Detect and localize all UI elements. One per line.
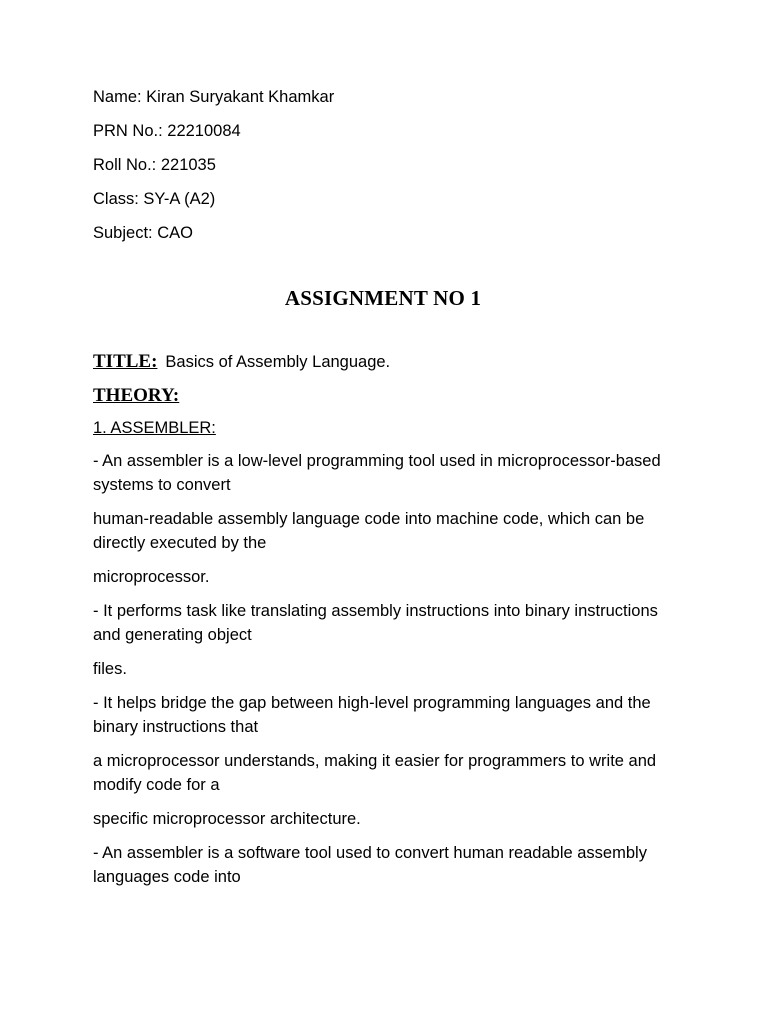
student-roll: Roll No.: 221035 xyxy=(93,156,216,174)
paragraph: files. xyxy=(93,660,127,678)
document-content xyxy=(93,86,678,889)
paragraph: microprocessor. xyxy=(93,568,210,586)
paragraph: a microprocessor understands, making it easier for programmers to write and modify code for a xyxy=(93,752,657,794)
student-class: Class: SY-A (A2) xyxy=(93,190,216,208)
theory-label: THEORY: xyxy=(93,385,180,406)
student-prn: PRN No.: 22210084 xyxy=(93,122,241,140)
paragraph: - An assembler is a software tool used to convert human readable assembly languages code into xyxy=(93,844,647,886)
title-text: Basics of Assembly Language. xyxy=(165,353,391,371)
student-name: Name: Kiran Suryakant Khamkar xyxy=(93,88,335,106)
section-heading-assembler: 1. ASSEMBLER: xyxy=(93,419,216,437)
assignment-heading: ASSIGNMENT NO 1 xyxy=(284,286,482,310)
paragraph: human-readable assembly language code into machine code, which can be directly executed by the xyxy=(93,510,645,552)
paragraph: specific microprocessor architecture. xyxy=(93,810,361,828)
student-subject: Subject: CAO xyxy=(93,224,193,242)
theory-label-row xyxy=(93,384,678,409)
paragraph: - An assembler is a low-level programming tool used in microprocessor-based systems to convert xyxy=(93,452,661,494)
paragraph: - It helps bridge the gap between high-level programming languages and the binary instructions that xyxy=(93,694,651,736)
paragraph: - It performs task like translating assembly instructions into binary instructions and generating object xyxy=(93,602,658,644)
title-label: TITLE: xyxy=(93,351,158,372)
title-row xyxy=(93,350,678,374)
